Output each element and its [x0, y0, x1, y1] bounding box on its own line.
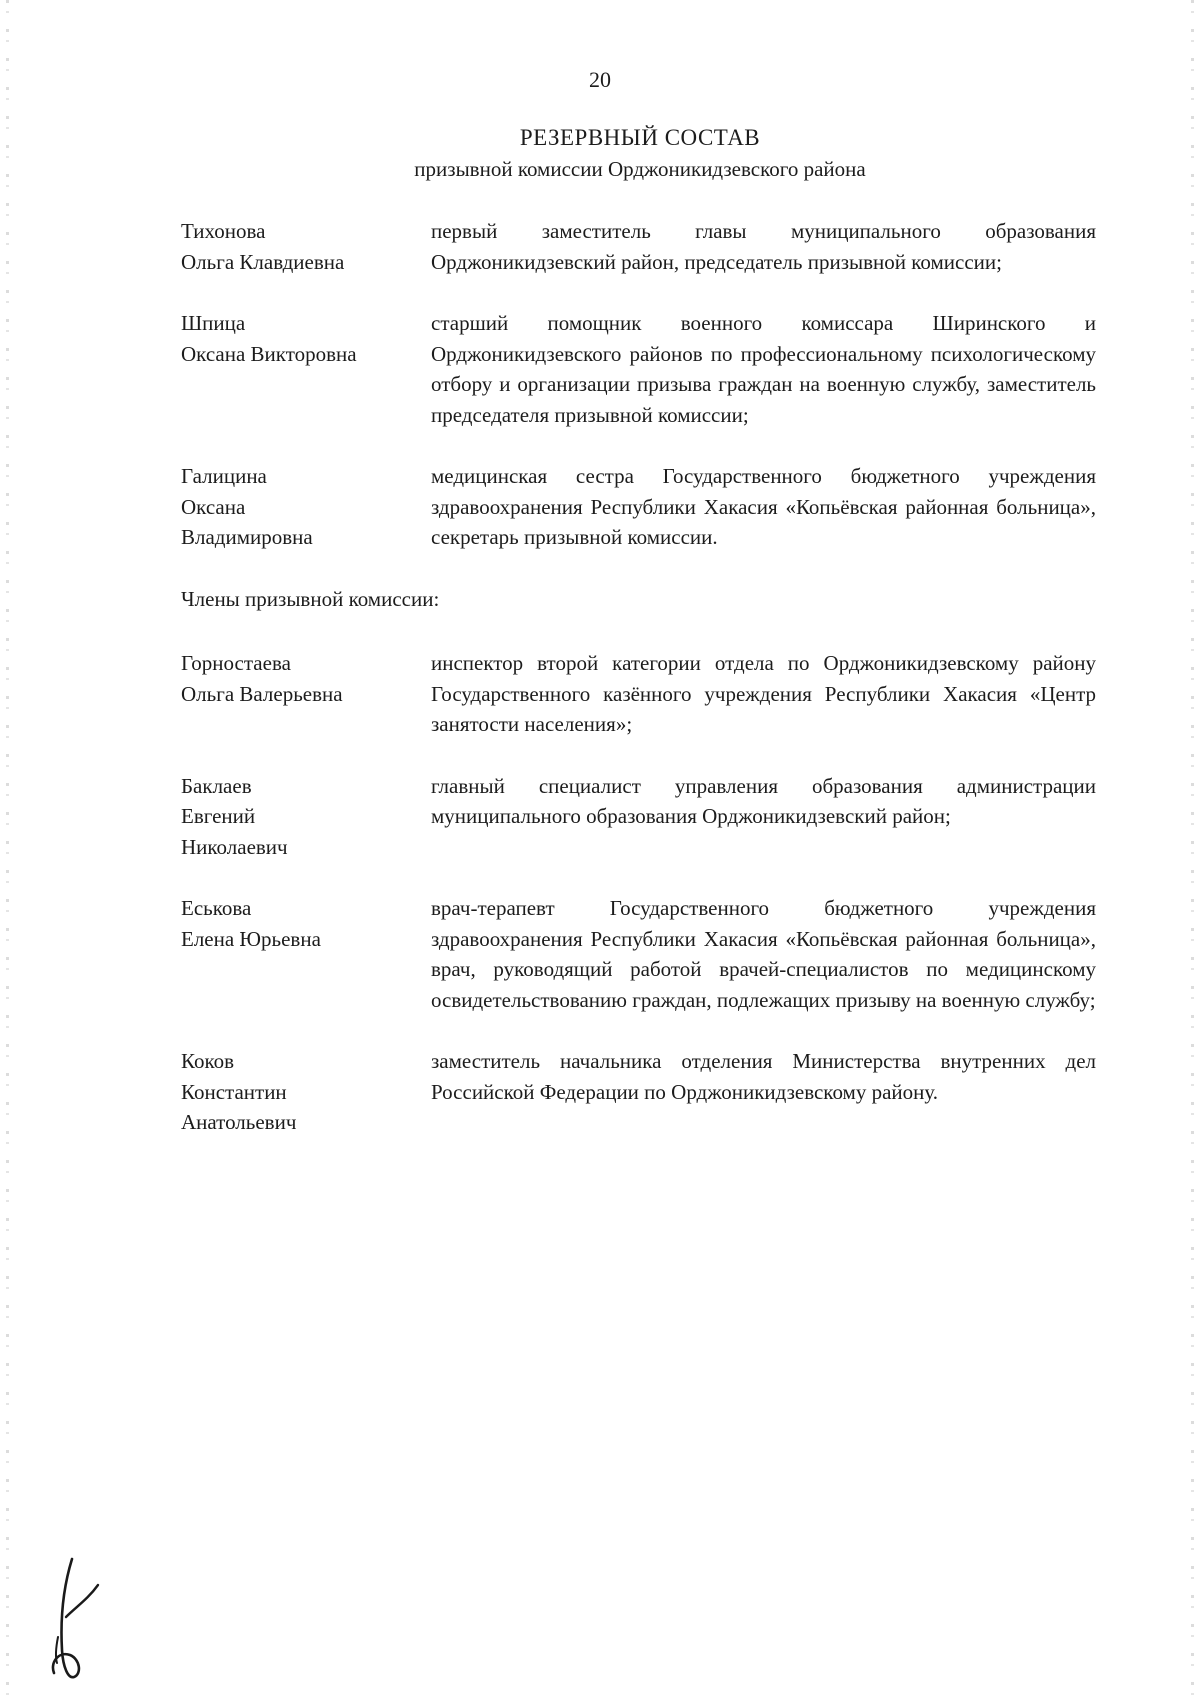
person-role: старший помощник военного комиссара Ширинского и Орджоникидзевского районов по профессиональному психологическому отбору и организации призыва граждан на военную службу, заместитель председателя призывной комиссии; — [431, 311, 1096, 427]
person-role: медицинская сестра Государственного бюджетного учреждения здравоохранения Республики Хакасия «Копьёвская районная больница», секретарь призывной комиссии. — [431, 464, 1096, 549]
person-name — [181, 1046, 431, 1138]
person-name — [181, 893, 431, 1015]
person-name-line: Оксана — [181, 494, 246, 519]
members-heading: Члены призывной комиссии: — [181, 586, 440, 611]
person-name-line: Галицина — [181, 464, 267, 488]
person-name-line: Анатольевич — [181, 1110, 297, 1134]
person-name-line: Тихонова — [181, 219, 266, 243]
person-entry — [181, 648, 1096, 740]
person-entry — [181, 308, 1096, 430]
person-entry — [181, 771, 1096, 863]
person-role: первый заместитель главы муниципального образования Орджоникидзевский район, председатель призывной комиссии; — [431, 219, 1096, 274]
person-role: инспектор второй категории отдела по Орджоникидзевскому району Государственного казённого учреждения Республики Хакасия «Центр занятости населения»; — [431, 651, 1096, 736]
scan-edge-right — [1191, 0, 1194, 1698]
person-name — [181, 308, 431, 430]
person-name-line: Оксана Викторовна — [181, 341, 357, 366]
person-role: главный специалист управления образования администрации муниципального образования Орджоникидзевский район; — [431, 773, 1096, 828]
person-name-line: Евгений — [181, 804, 256, 828]
document-subtitle: призывной комиссии Орджоникидзевского района — [414, 157, 866, 181]
person-name — [181, 461, 431, 553]
person-name-line: Шпица — [181, 311, 246, 335]
person-name-line: Горностаева — [181, 651, 291, 675]
person-entry — [181, 893, 1096, 1015]
person-name-line: Владимировна — [181, 525, 313, 549]
person-name-line: Еськова — [181, 896, 252, 920]
person-entry — [181, 461, 1096, 553]
document-title: РЕЗЕРВНЫЙ СОСТАВ — [519, 125, 761, 150]
signature-mark — [42, 1555, 102, 1685]
commission-list — [181, 216, 1096, 1169]
person-role: заместитель начальника отделения Министерства внутренних дел Российской Федерации по Орджоникидзевскому району. — [431, 1049, 1096, 1104]
page-number: 20 — [589, 67, 611, 92]
person-name — [181, 648, 431, 740]
leaders-section — [181, 216, 1096, 553]
person-name-line: Баклаев — [181, 773, 252, 798]
person-name-line: Константин — [181, 1079, 287, 1104]
person-name-line: Николаевич — [181, 834, 288, 859]
person-name — [181, 771, 431, 863]
person-entry — [181, 1046, 1096, 1138]
person-role: врач-терапевт Государственного бюджетного учреждения здравоохранения Республики Хакасия «Копьёвская районная больница», врач, руководящий работой врачей-специалистов по медицинскому освидетельствованию граждан, подлежащих призыву на военную службу; — [431, 896, 1096, 1012]
person-name-line: Ольга Клавдиевна — [181, 249, 345, 274]
person-name-line: Коков — [181, 1049, 235, 1073]
scan-edge-left — [6, 0, 9, 1698]
person-name-line: Елена Юрьевна — [181, 926, 321, 951]
person-name — [181, 216, 431, 277]
members-section — [181, 648, 1096, 1138]
person-name-line: Ольга Валерьевна — [181, 681, 343, 706]
person-entry — [181, 216, 1096, 277]
